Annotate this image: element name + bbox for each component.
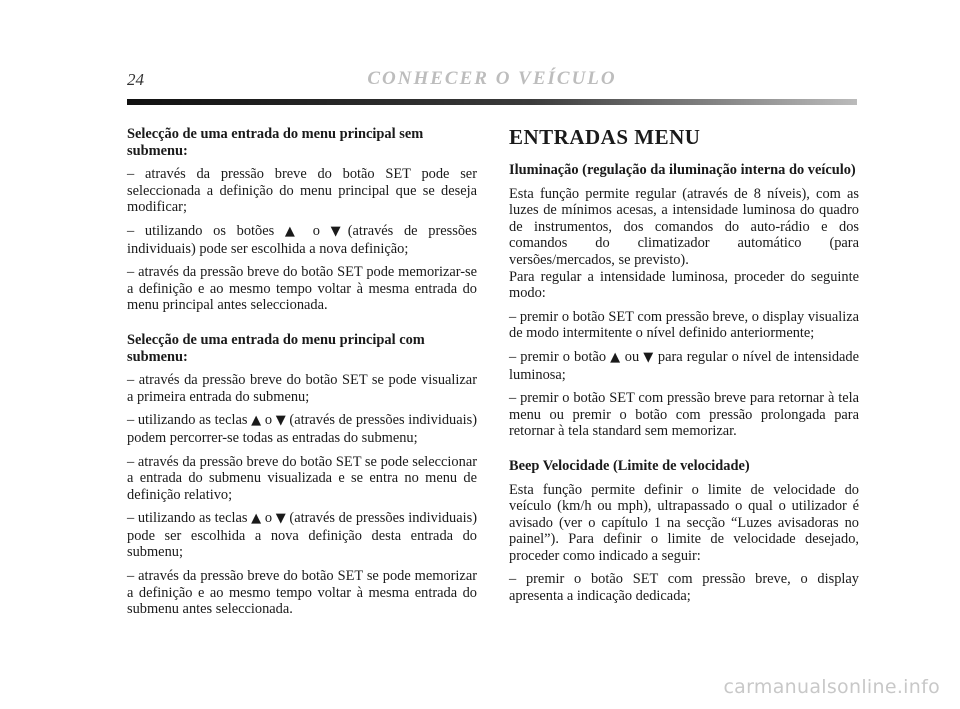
paragraph bbox=[127, 223, 477, 257]
text-span: (através de pressões individuais) pode ser escolhida a nova definição desta entrada do submenu; bbox=[127, 510, 477, 561]
section-title: CONHECER O VEÍCULO bbox=[367, 68, 617, 89]
heading-with-submenu: Selecção de uma entrada do menu principal com submenu: bbox=[127, 331, 425, 365]
up-arrow-icon: ▲ bbox=[251, 413, 262, 429]
watermark: carmanualsonline.info bbox=[723, 676, 940, 698]
page-header bbox=[127, 68, 857, 94]
text-span: para regular o nível de intensidade luminosa; bbox=[509, 348, 860, 383]
paragraph: – premir o botão SET com pressão breve para retornar à tela menu ou premir o botão com pressão prolongada para retornar à tela standard sem memorizar. bbox=[509, 390, 859, 440]
up-arrow-icon: ▲ bbox=[610, 349, 621, 365]
paragraph: – através da pressão breve do botão SET pode ser seleccionada a definição do menu principal que se deseja modificar; bbox=[127, 166, 477, 216]
menu-entries-heading: ENTRADAS MENU bbox=[509, 125, 701, 149]
text-span: – utilizando os botões bbox=[127, 222, 275, 239]
paragraph: Esta função permite definir o limite de velocidade do veículo (km/h ou mph), ultrapassado o qual o utilizador é avisado (ver o capítulo 1 na secção “Luzes avisadoras no painel”). Para definir o limite de velocidade desejado, proceder como indicado a seguir: bbox=[509, 481, 859, 564]
down-arrow-icon: ▼ bbox=[275, 511, 286, 527]
down-arrow-icon: ▼ bbox=[275, 413, 286, 429]
down-arrow-icon: ▼ bbox=[330, 223, 348, 239]
text-span: – utilizando as teclas bbox=[127, 510, 248, 527]
text-span: o bbox=[264, 510, 273, 527]
right-column bbox=[509, 126, 859, 612]
left-column bbox=[127, 126, 477, 625]
paragraph: – através da pressão breve do botão SET se pode visualizar a primeira entrada do submenu; bbox=[127, 372, 477, 405]
paragraph: Esta função permite regular (através de 8 níveis), com as luzes de mínimos acesas, a intensidade luminosa do quadro de instrumentos, dos comandos do auto-rádio e dos comandos do climatizador automático (para versões/mercados, se previsto). bbox=[509, 185, 859, 268]
heading-no-submenu: Selecção de uma entrada do menu principal sem submenu: bbox=[127, 126, 424, 159]
down-arrow-icon: ▼ bbox=[643, 349, 654, 365]
paragraph bbox=[127, 412, 477, 446]
up-arrow-icon: ▲ bbox=[251, 511, 262, 527]
text-span: – utilizando as teclas bbox=[127, 412, 248, 429]
paragraph: – premir o botão SET com pressão breve, o display apresenta a indicação dedicada; bbox=[509, 571, 859, 605]
header-rule bbox=[127, 99, 857, 105]
up-arrow-icon: ▲ bbox=[284, 223, 303, 239]
text-span: – premir o botão bbox=[509, 348, 607, 365]
paragraph: – através da pressão breve do botão SET se pode memorizar a definição e ao mesmo tempo voltar à mesma entrada do submenu antes seleccionada. bbox=[127, 568, 477, 618]
paragraph bbox=[509, 349, 859, 383]
page-number: 24 bbox=[127, 70, 144, 89]
text-span: (através de pressões individuais) pode ser escolhida a nova definição; bbox=[127, 222, 478, 257]
text-span: (através de pressões individuais) podem percorrer-se todas as entradas do submenu; bbox=[127, 412, 477, 446]
paragraph: – premir o botão SET com pressão breve, o display visualiza de modo intermitente o nível definido anteriormente; bbox=[509, 308, 859, 342]
text-span: o bbox=[312, 222, 320, 239]
paragraph bbox=[127, 510, 477, 561]
paragraph: – através da pressão breve do botão SET pode memorizar-se a definição e ao mesmo tempo voltar à mesma entrada do menu principal antes seleccionada. bbox=[127, 264, 477, 314]
speed-beep-subheading: Beep Velocidade (Limite de velocidade) bbox=[509, 457, 750, 474]
paragraph: Para regular a intensidade luminosa, proceder do seguinte modo: bbox=[509, 268, 859, 302]
text-span: o bbox=[264, 412, 273, 429]
paragraph: – através da pressão breve do botão SET se pode seleccionar a entrada do submenu visualizada e se entra no menu de definição relativo; bbox=[127, 453, 477, 503]
lighting-subheading: Iluminação (regulação da iluminação interna do veículo) bbox=[509, 162, 856, 178]
text-span: ou bbox=[624, 348, 640, 365]
